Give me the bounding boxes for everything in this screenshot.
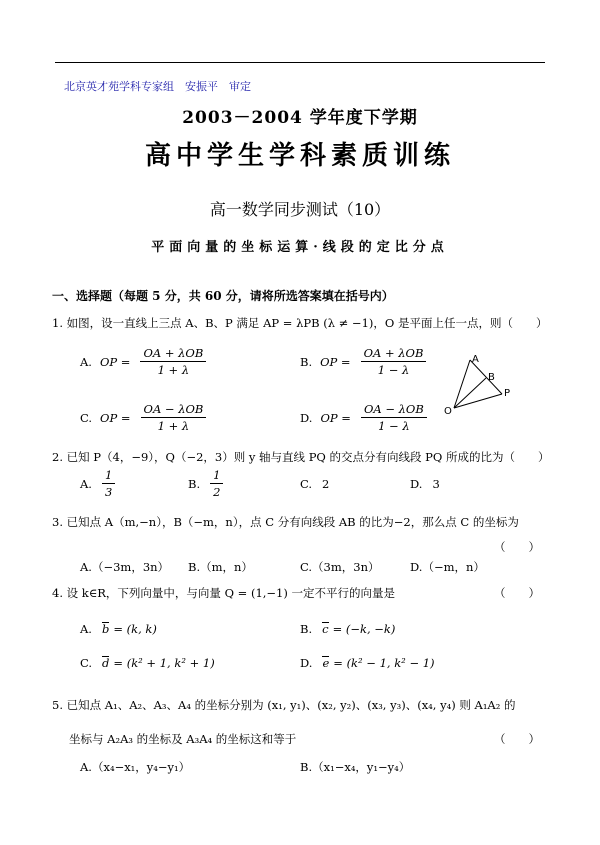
q5-option-b[interactable] [300, 759, 410, 775]
option-fraction [361, 346, 427, 377]
section-heading: 一、选择题（每题 5 分，共 60 分，请将所选答案填在括号内） [52, 289, 394, 303]
option-label: A. [80, 354, 92, 369]
fraction-denominator: 1 + λ [157, 363, 190, 377]
q4-option-c[interactable] [80, 656, 215, 670]
option-text: （−m，n） [422, 560, 485, 574]
option-text: （3m，3n） [312, 560, 380, 574]
q3-stem: 3. 已知点 A（m,−n），B（−m，n），点 C 分有向线段 AB 的比为−2，那么点 C 的坐标为 [52, 515, 519, 529]
fraction-numerator: OA − λOB [361, 402, 427, 418]
series-title: 高中学生学科素质训练 [144, 141, 455, 171]
option-text: （x₄−x₁，y₄−y₁） [91, 760, 191, 774]
option-fraction [361, 402, 427, 433]
option-label: B. [300, 760, 313, 774]
fraction-numerator: 1 [102, 468, 115, 484]
option-label: C. [80, 656, 93, 670]
option-vector: d [102, 656, 110, 671]
fraction-denominator: 1 + λ [157, 419, 190, 433]
option-vector: e [322, 656, 330, 671]
test-title: 高一数学同步测试（10） [209, 200, 391, 219]
q1-option-a[interactable] [80, 346, 206, 377]
option-label: A. [80, 760, 92, 774]
q3-option-d[interactable] [410, 559, 485, 575]
point-a-label: A [472, 354, 479, 365]
option-label: D. [300, 656, 313, 670]
option-label: B. [188, 560, 201, 574]
option-text: 3 [432, 477, 440, 491]
q2-option-d[interactable] [410, 477, 440, 491]
fraction-numerator: 1 [210, 468, 223, 484]
option-label: A. [80, 476, 92, 491]
q2-stem: 2. 已知 P（4，−9），Q（−2，3）则 y 轴与直线 PQ 的交点分有向线段 PQ 所成的比为（ ） [52, 450, 550, 464]
option-label: D. [300, 410, 313, 425]
q4-answer-paren[interactable]: （ ） [494, 586, 540, 600]
option-label: D. [410, 560, 423, 574]
option-vector: c [322, 622, 329, 637]
q5-stem: 5. 已知点 A₁、A₂、A₃、A₄ 的坐标分别为 (x₁, y₁)、(x₂, y₂)、(x₃, y₃)、(x₄, y₄) 则 A₁A₂ 的 [52, 698, 516, 712]
q3-option-c[interactable] [300, 559, 380, 575]
q1-stem: 1. 如图，设一直线上三点 A、B、P 满足 AP = λPB (λ ≠ −1)，O 是平面上任一点，则（ ） [52, 316, 548, 330]
fraction-denominator: 1 − λ [378, 419, 410, 433]
q2-option-a[interactable] [80, 468, 115, 499]
option-lhs: OP = [100, 410, 131, 425]
q3-option-b[interactable] [188, 559, 253, 575]
option-label: B. [300, 354, 313, 369]
q4-stem: 4. 设 k∈R，下列向量中，与向量 Q = (1,−1) 一定不平行的向量是 [52, 586, 396, 600]
option-label: C. [300, 477, 313, 491]
q4-option-d[interactable] [300, 656, 435, 670]
option-fraction [102, 468, 115, 499]
fraction-denominator: 3 [104, 485, 113, 499]
option-text: = (−k, −k) [332, 622, 396, 636]
option-text: （x₁−x₄，y₁−y₄） [312, 760, 411, 774]
q3-option-a[interactable] [80, 559, 169, 575]
option-text: （m，n） [200, 560, 253, 574]
option-text: 2 [322, 477, 330, 491]
option-text: = (k² − 1, k² − 1) [333, 656, 435, 670]
option-text: = (k² + 1, k² + 1) [113, 656, 215, 670]
option-text: = (k, k) [113, 622, 157, 636]
q3-answer-paren[interactable]: （ ） [494, 540, 540, 554]
q2-option-c[interactable] [300, 477, 329, 491]
topic-title: 平面向量的坐标运算·线段的定比分点 [151, 240, 449, 255]
option-fraction [140, 346, 206, 377]
q5-answer-paren[interactable]: （ ） [494, 732, 540, 746]
q1-option-c[interactable] [80, 402, 206, 433]
q2-option-b[interactable] [188, 468, 223, 499]
point-o-label: O [444, 406, 452, 416]
q1-figure [440, 352, 520, 416]
fraction-denominator: 2 [213, 485, 221, 499]
option-fraction [141, 402, 207, 433]
option-text: （−3m，3n） [91, 560, 170, 574]
fraction-numerator: OA + λOB [140, 346, 206, 362]
q4-option-b[interactable] [300, 622, 395, 636]
reviewer-line: 北京英才苑学科专家组 安振平 审定 [64, 80, 251, 93]
q4-option-a[interactable] [80, 622, 157, 636]
top-rule [55, 62, 545, 63]
fraction-numerator: OA − λOB [141, 402, 207, 418]
option-vector: b [101, 622, 110, 637]
option-label: B. [300, 622, 313, 636]
point-p-label: P [504, 388, 511, 399]
q5-option-a[interactable] [80, 759, 190, 775]
option-label: A. [80, 622, 92, 636]
option-label: C. [300, 560, 313, 574]
option-lhs: OP = [99, 354, 131, 369]
q1-option-d[interactable] [300, 402, 427, 433]
fraction-numerator: OA + λOB [361, 346, 427, 362]
option-label: B. [188, 476, 201, 491]
option-label: A. [80, 560, 92, 574]
q5-stem-continued: 坐标与 A₂A₃ 的坐标及 A₃A₄ 的坐标这和等于 [69, 732, 297, 746]
option-fraction [210, 468, 223, 499]
option-lhs: OP = [320, 354, 351, 369]
option-label: D. [410, 477, 423, 491]
option-lhs: OP = [320, 410, 351, 425]
option-label: C. [80, 410, 93, 425]
q1-option-b[interactable] [300, 346, 426, 377]
fraction-denominator: 1 − λ [377, 363, 410, 377]
school-year: 2003－2004 学年度下学期 [182, 108, 418, 128]
point-b-label: B [488, 372, 495, 383]
